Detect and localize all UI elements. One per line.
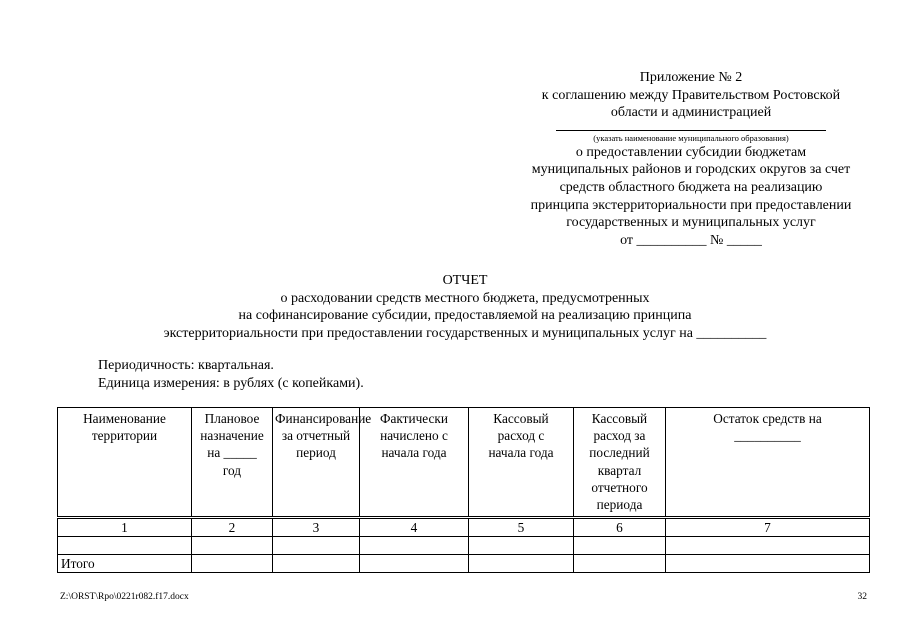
table-cell [666,555,870,573]
footer-file-path: Z:\ORST\Rpo\0221r082.f17.docx [60,592,189,602]
report-subtitle-3: экстерриториальности при предоставлении государственных и муниципальных услуг на __________ [163,325,767,341]
appendix-number: Приложение № 2 [639,70,743,85]
table-cell [469,537,574,555]
appendix-services-line: государственных и муниципальных услуг [566,215,816,231]
column-number: 7 [666,518,870,537]
table-cell [192,555,273,573]
footer-page-number: 32 [857,592,867,602]
appendix-subsidy-line: о предоставлении субсидии бюджетам [575,144,807,160]
column-number: 5 [469,518,574,537]
table-cell [58,537,192,555]
header-cash-quarter: Кассовый расход за последний квартал отчетного периода [574,408,666,518]
report-meta [98,357,364,392]
appendix-administration-line: области и администрацией [610,105,772,121]
column-number: 1 [58,518,192,537]
header-accrued: Фактически начислено с начала года [360,408,469,518]
appendix-date-number-line: от __________ № _____ [620,232,762,248]
table-cell [273,537,360,555]
appendix-budget-line: средств областного бюджета на реализацию [559,179,823,195]
table-cell [574,555,666,573]
table-row [58,537,870,555]
table-cell [469,555,574,573]
column-number: 6 [574,518,666,537]
report-subtitle-2: на софинансирование субсидии, предоставляемой на реализацию принципа [238,308,692,324]
table-header-row [58,408,870,518]
total-label: Итого [58,555,192,573]
header-planned: Плановое назначение на _____ год [192,408,273,518]
appendix-header [513,69,869,249]
report-subtitle-1: о расходовании средств местного бюджета, предусмотренных [280,290,650,306]
municipality-blank-line [556,130,826,131]
report-title: ОТЧЕТ [442,273,488,288]
table-number-row [58,518,870,537]
header-balance: Остаток средств на __________ [666,408,870,518]
report-table [57,407,870,573]
table-cell [273,555,360,573]
table-total-row [58,555,870,573]
periodicity-text: Периодичность: квартальная. [98,358,274,373]
table-cell [574,537,666,555]
appendix-principle-line: принципа экстерриториальности при предоставлении [530,197,852,213]
header-territory: Наименование территории [58,408,192,518]
appendix-agreement-line: к соглашению между Правительством Ростовской [541,87,841,103]
table-cell [360,537,469,555]
unit-text: Единица измерения: в рублях (с копейками). [98,375,364,391]
report-title-block [60,272,870,342]
table-cell [666,537,870,555]
appendix-districts-line: муниципальных районов и городских округов за счет [531,162,851,178]
column-number: 2 [192,518,273,537]
header-financing: Финансирование за отчетный период [273,408,360,518]
table-cell [360,555,469,573]
table-cell [192,537,273,555]
municipality-hint: (указать наименование муниципального образования) [593,132,789,143]
header-cash-year: Кассовый расход с начала года [469,408,574,518]
column-number: 3 [273,518,360,537]
column-number: 4 [360,518,469,537]
